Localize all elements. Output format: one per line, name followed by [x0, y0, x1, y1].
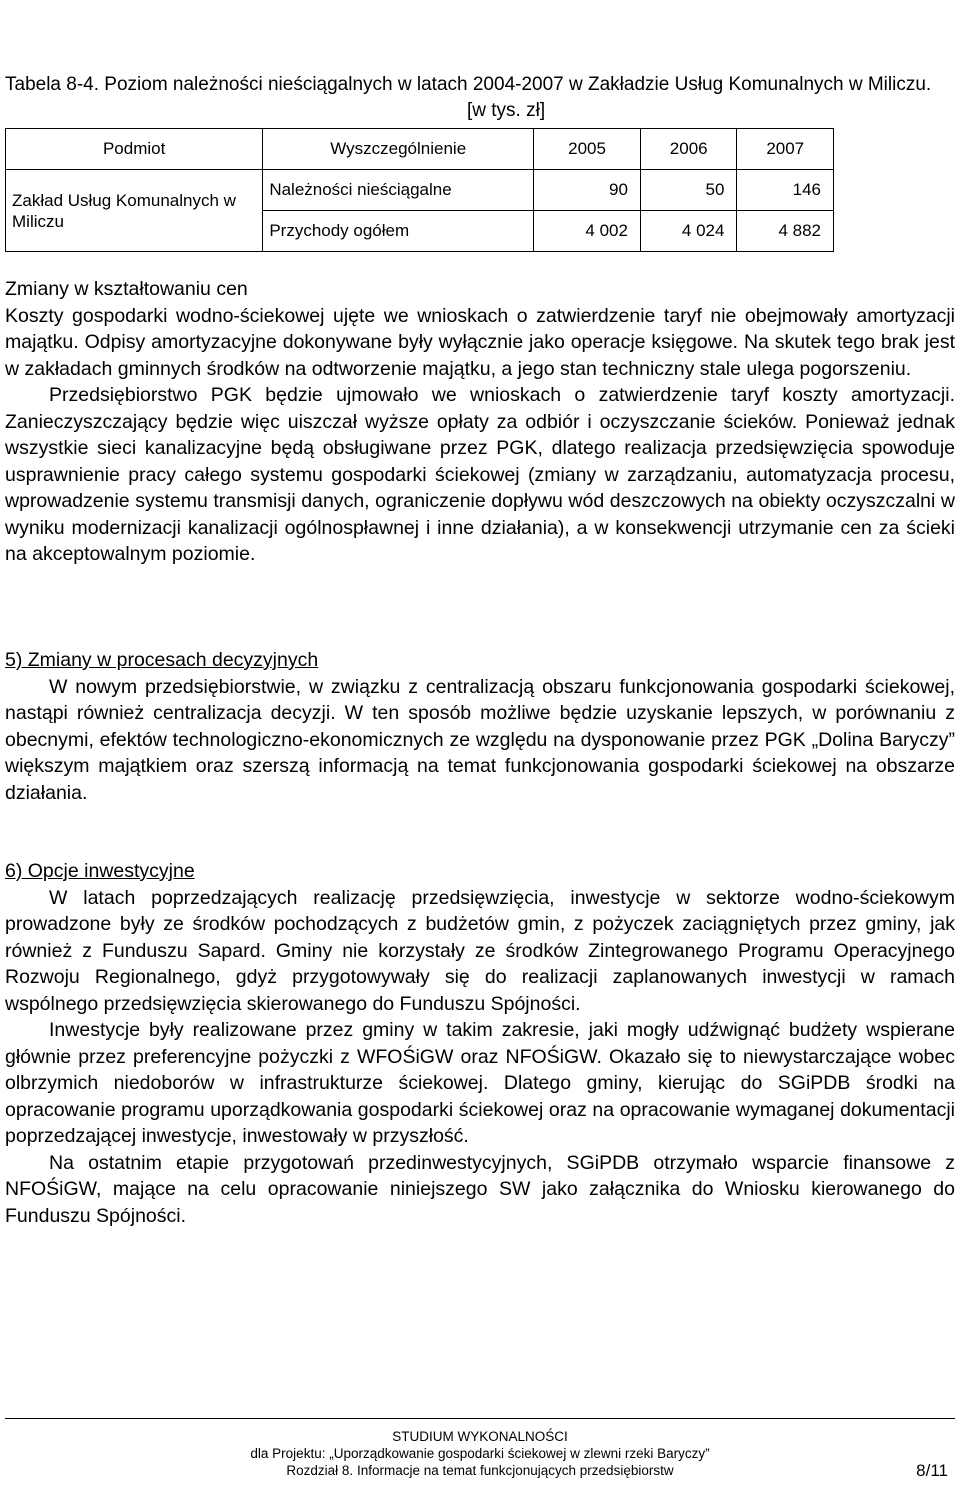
footer-title: STUDIUM WYKONALNOŚCI	[392, 1429, 568, 1444]
receivables-table	[5, 128, 834, 252]
paragraph: W nowym przedsiębiorstwie, w związku z centralizacją obszaru funkcjonowania gospodarki ściekowej, nastąpi również centralizacja decyzji. W ten sposób możliwe będzie uzyskanie lepszych, w porównaniu z obecnymi, efektów technologiczno-ekonomicznych ze względu na dysponowanie przez PGK „Dolina Baryczy” większym majątkiem oraz szerszą informacją na temat funkcjonowania gospodarki ściekowej na obszarze działania.	[5, 675, 955, 804]
value-cell: 4 024	[640, 211, 736, 252]
footer-chapter: Rozdział 8. Informacje na temat funkcjonujących przedsiębiorstw	[286, 1463, 674, 1478]
subject-cell: Zakład Usług Komunalnych w Miliczu	[6, 170, 263, 252]
page-footer	[0, 1428, 960, 1479]
section-investment-options	[5, 858, 955, 1229]
value-cell: 50	[640, 170, 736, 211]
header-cell: 2007	[737, 129, 834, 170]
header-cell: Wyszczególnienie	[263, 129, 534, 170]
section-decision-processes	[5, 647, 955, 806]
paragraph: Inwestycje były realizowane przez gminy w takim zakresie, jaki mogły udźwignąć budżety wspierane głównie przez preferencyjne pożyczki z WFOŚiGW oraz NFOŚiGW. Okazało się to niewystarczające wobec olbrzymich niedoborów w infrastrukturze ściekowej. Dlatego gminy, kierując do SGiPDB środki na opracowanie programu uporządkowania gospodarki ściekowej oraz na opracowanie wymaganej dokumentacji poprzedzającej inwestycje, inwestowały w przyszłość.	[5, 1019, 955, 1147]
table-header-row	[6, 129, 834, 170]
footer-divider	[5, 1418, 955, 1419]
value-cell: 4 882	[737, 211, 834, 252]
paragraph: Przedsiębiorstwo PGK będzie ujmowało we wnioskach o zatwierdzenie taryf koszty amortyzacji. Zanieczyszczający będzie więc uiszczał wyższe opłaty za odbiór i oczyszczanie ścieków. Ponieważ jednak wszystkie sieci kanalizacyjne będą obsługiwane przez PGK, dlatego realizacja przedsięwzięcia spowoduje usprawnienie pracy całego systemu gospodarki ściekowej (zmiany w zarządzaniu, automatyzacja procesu, wprowadzenie systemu transmisji danych, ograniczenie dopływu wód deszczowych na obiekty oczyszczalni w wyniku modernizacji kanalizacji ogólnospławnej i inne działania), a w konsekwencji utrzymanie cen za ścieki na akceptowalnym poziomie.	[5, 384, 955, 565]
value-cell: 90	[534, 170, 641, 211]
section-heading: Zmiany w kształtowaniu cen	[5, 278, 248, 300]
paragraph: Na ostatnim etapie przygotowań przedinwestycyjnych, SGiPDB otrzymało wsparcie finansowe z NFOŚiGW, mające na celu opracowanie niniejszego SW jako załącznika do Wniosku kierowanego do Funduszu Spójności.	[5, 1151, 955, 1227]
row-label: Należności nieściągalne	[263, 170, 534, 211]
table-unit: [w tys. zł]	[467, 100, 546, 121]
table-caption-text: Tabela 8-4. Poziom należności nieściągalnych w latach 2004-2007 w Zakładzie Usług Komunalnych w Miliczu.	[5, 74, 932, 95]
header-cell: 2005	[534, 129, 641, 170]
value-cell: 146	[737, 170, 834, 211]
table-caption	[5, 72, 955, 121]
header-cell: Podmiot	[6, 129, 263, 170]
value-cell: 4 002	[534, 211, 641, 252]
paragraph: W latach poprzedzających realizację przedsięwzięcia, inwestycje w sektorze wodno-ściekowym prowadzone były ze środków pochodzących z budżetów gmin, z pożyczek zaciągniętych przez gminy, jak również z Funduszu Sapard. Gminy nie korzystały ze środków Zintegrowanego Programu Operacyjnego Rozwoju Regionalnego, gdyż przygotowywały się do realizacji zaplanowanych inwestycji w ramach wspólnego przedsięwzięcia skierowanego do Funduszu Spójności.	[5, 886, 955, 1015]
section-heading: 6) Opcje inwestycyjne	[5, 860, 195, 882]
footer-project: dla Projektu: „Uporządkowanie gospodarki ściekowej w zlewni rzeki Baryczy”	[250, 1446, 710, 1461]
table-row	[6, 170, 834, 211]
row-label: Przychody ogółem	[263, 211, 534, 252]
section-price-changes	[5, 276, 955, 568]
page-number: 8/11	[916, 1461, 948, 1480]
section-heading: 5) Zmiany w procesach decyzyjnych	[5, 649, 319, 671]
header-cell: 2006	[640, 129, 736, 170]
paragraph: Koszty gospodarki wodno-ściekowej ujęte we wnioskach o zatwierdzenie taryf nie obejmowały amortyzacji majątku. Odpisy amortyzacyjne dokonywane były wyłącznie jako operacje księgowe. Na skutek tego brak jest w zakładach gminnych środków na odtworzenie majątku, a jego stan techniczny stale ulega pogorszeniu.	[5, 304, 955, 380]
